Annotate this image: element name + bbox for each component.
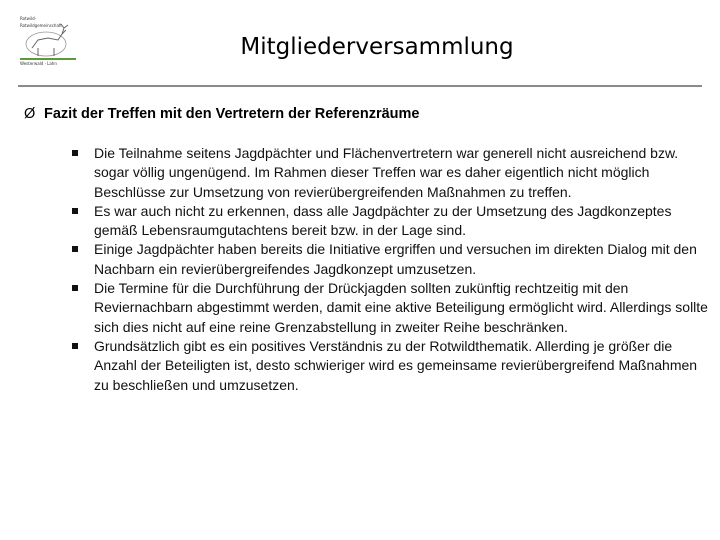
list-item-text: Es war auch nicht zu erkennen, dass alle Jagdpächter zu der Umsetzung des Jagdkonzeptes gemäß Lebensraumgutachtens bereit bzw. in der Lage sind.	[94, 202, 672, 239]
list-item-text: Einige Jagdpächter haben bereits die Initiative ergriffen und versuchen im direkten Dialog mit den Nachbarn ein revierübergreifendes Jagdkonzept umzusetzen.	[94, 241, 697, 277]
logo-text-top: Rotwild-	[20, 16, 37, 21]
title-divider	[18, 85, 702, 87]
section-heading-text: Fazit der Treffen mit den Vertretern der Referenzräume	[44, 106, 420, 122]
square-bullet-icon	[72, 150, 78, 156]
list-item	[70, 240, 710, 279]
square-bullet-icon	[72, 208, 78, 214]
square-bullet-icon	[72, 246, 78, 252]
bullet-list	[70, 144, 710, 395]
slide-title: Mitgliederversammlung	[240, 34, 514, 60]
list-item-text: Grundsätzlich gibt es ein positives Verständnis zu der Rotwildthematik. Allerding je größer die Anzahl der Beteiligten ist, desto schwieriger wird es gemeinsame revierübergreifend Maßnahmen zu beschließen und umzusetzen.	[94, 337, 698, 393]
square-bullet-icon	[72, 343, 78, 349]
list-item	[70, 144, 710, 202]
list-item	[70, 202, 710, 241]
list-item	[70, 337, 710, 395]
logo-text-bottom: Westerwald · Lahn	[20, 61, 57, 66]
list-item-text: Die Teilnahme seitens Jagdpächter und Flächenvertretern war generell nicht ausreichend bzw. sogar völlig ungenügend. Im Rahmen dieser Treffen war es daher eigentlich nicht möglich Beschlüsse zur Umsetzung von revierübergreifenden Maßnahmen zu treffen.	[94, 145, 679, 200]
square-bullet-icon	[72, 285, 78, 291]
arrow-bullet-icon: Ø	[24, 106, 36, 122]
logo-text-name: Rotwildgemeinschaft	[20, 23, 62, 28]
list-item-text: Die Termine für die Durchführung der Drückjagden sollten zukünftig rechtzeitig mit den Reviernachbarn abgestimmt werden, damit eine aktive Beteiligung ermöglicht wird. Allerdings sollte sich dies nicht auf eine reine Grenzabstellung in zweiter Reihe beschränken.	[94, 280, 708, 335]
section-heading	[24, 106, 420, 122]
list-item	[70, 279, 710, 337]
